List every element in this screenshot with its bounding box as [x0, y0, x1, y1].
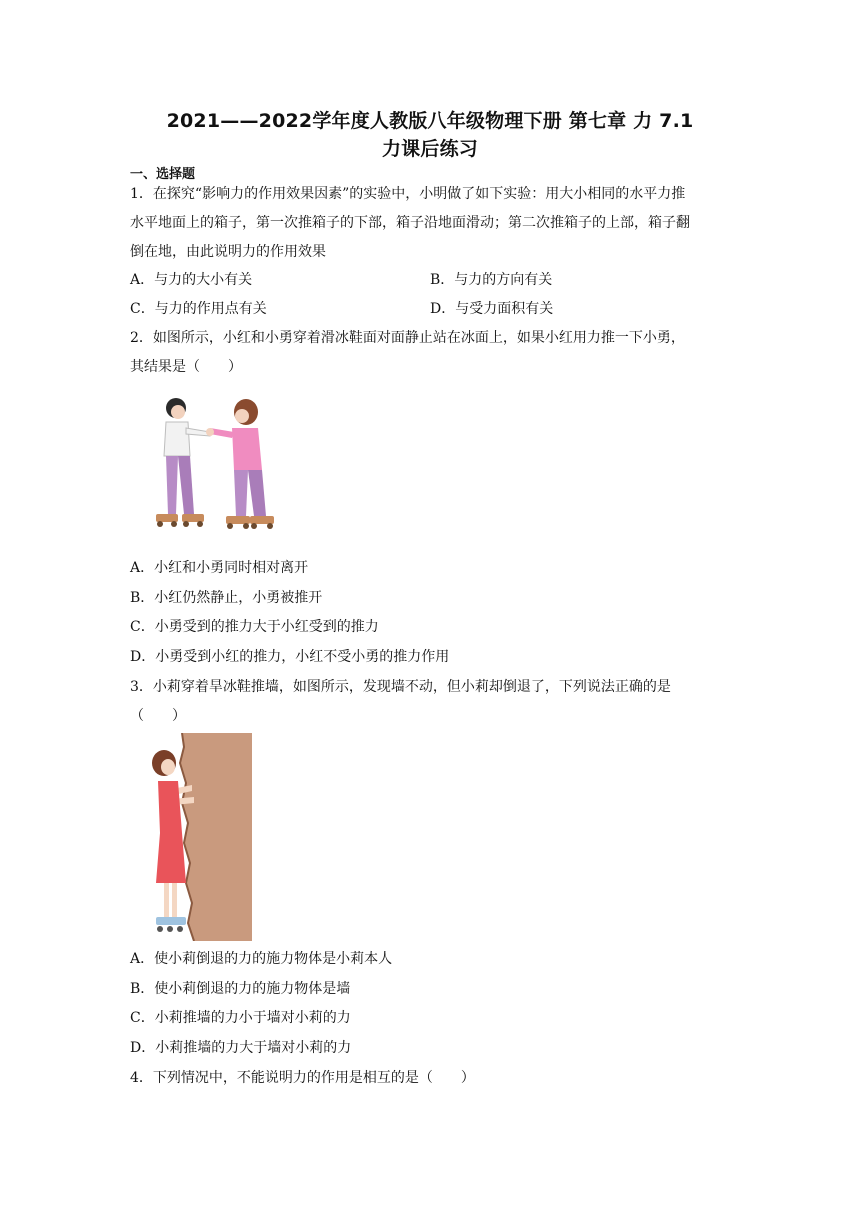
question-3-option-a: A．使小莉倒退的力的施力物体是小莉本人 — [130, 951, 393, 967]
document-title-line-1: 2021——2022学年度人教版八年级物理下册 第七章 力 7.1 — [166, 110, 694, 132]
question-3-option-d: D．小莉推墙的力大于墙对小莉的力 — [130, 1040, 352, 1056]
question-1-line-1: 1．在探究“影响力的作用效果因素”的实验中，小明做了如下实验：用大小相同的水平力推 — [130, 186, 686, 202]
question-1-line-2: 水平地面上的箱子，第一次推箱子的下部，箱子沿地面滑动；第二次推箱子的上部，箱子翻 — [130, 215, 690, 231]
question-1-option-a: A．与力的大小有关 — [130, 272, 253, 288]
question-1-option-d: D．与受力面积有关 — [430, 301, 554, 317]
question-2-option-d: D．小勇受到小红的推力，小红不受小勇的推力作用 — [130, 649, 450, 665]
question-3-option-c: C．小莉推墙的力小于墙对小莉的力 — [130, 1010, 351, 1026]
question-2-option-b: B．小红仍然静止，小勇被推开 — [130, 590, 323, 606]
question-1-option-b: B．与力的方向有关 — [430, 272, 553, 288]
girl-pushing-wall-figure — [148, 733, 256, 941]
question-2-line-2: 其结果是（ ） — [130, 359, 242, 375]
question-1-option-c: C．与力的作用点有关 — [130, 301, 267, 317]
question-4-line-1: 4．下列情况中，不能说明力的作用是相互的是（ ） — [130, 1070, 475, 1086]
question-2-line-1: 2．如图所示，小红和小勇穿着滑冰鞋面对面静止站在冰面上，如果小红用力推一下小勇， — [130, 330, 685, 346]
skaters-pushing-figure — [148, 392, 276, 534]
question-3-line-1: 3．小莉穿着旱冰鞋推墙，如图所示，发现墙不动，但小莉却倒退了，下列说法正确的是 — [130, 679, 671, 695]
question-2-option-c: C．小勇受到的推力大于小红受到的推力 — [130, 619, 379, 635]
question-3-option-b: B．使小莉倒退的力的施力物体是墙 — [130, 981, 351, 997]
question-1-line-3: 倒在地，由此说明力的作用效果 — [130, 244, 326, 260]
question-2-option-a: A．小红和小勇同时相对离开 — [130, 560, 309, 576]
document-title-line-2: 力课后练习 — [381, 138, 478, 160]
question-3-line-2: （ ） — [130, 708, 186, 724]
section-heading: 一、选择题 — [130, 167, 196, 182]
